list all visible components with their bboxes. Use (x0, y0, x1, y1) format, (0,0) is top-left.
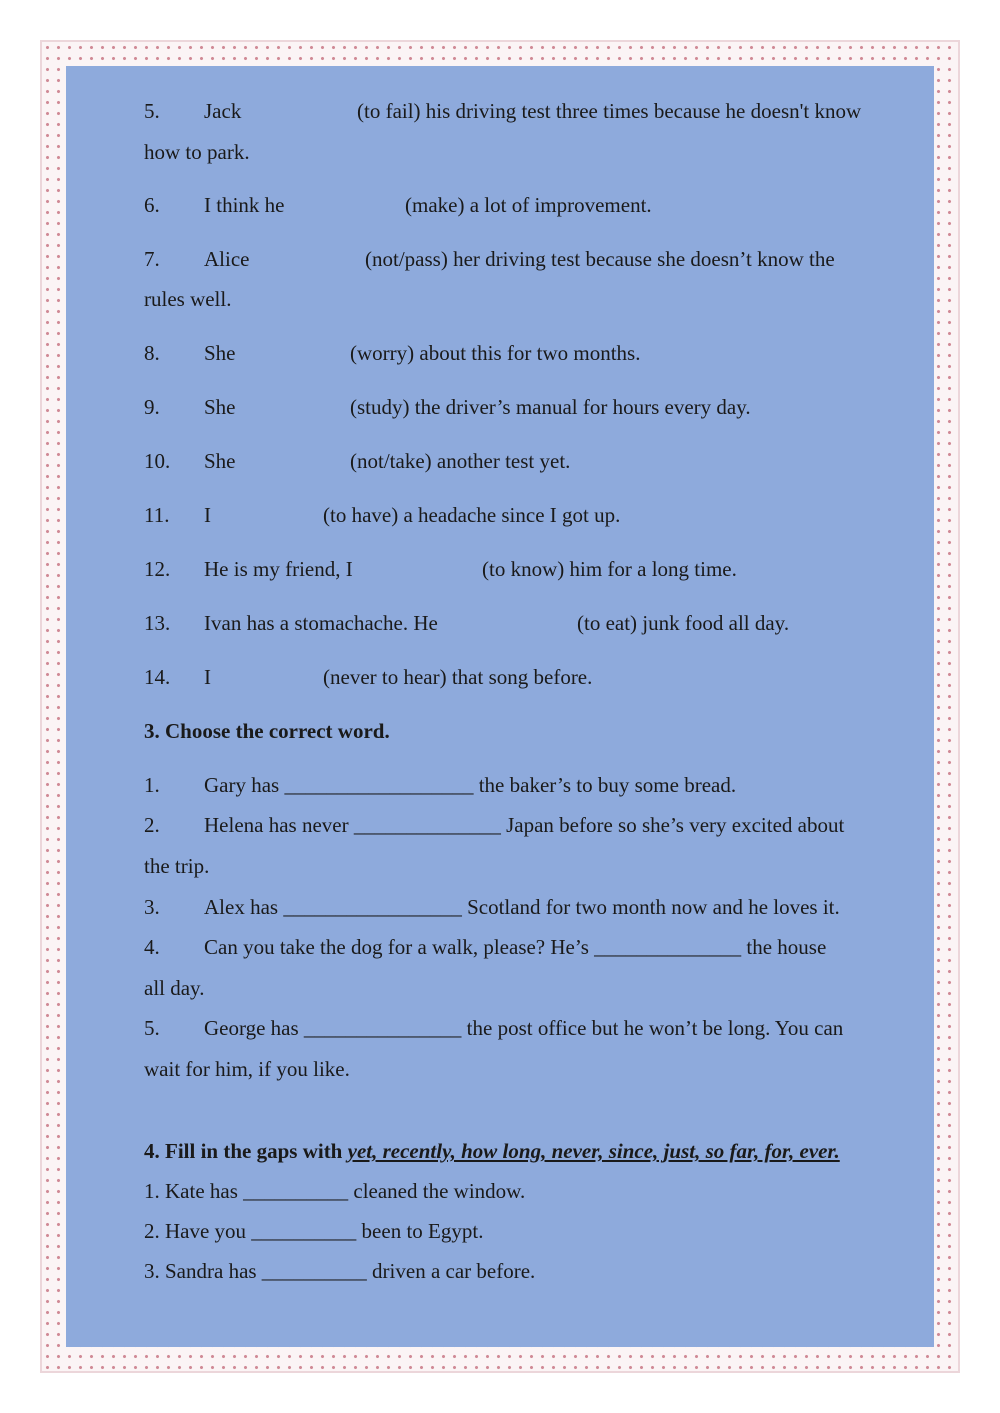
item-text: Helena has never ______________ Japan before so she’s very excited about (204, 813, 845, 837)
item-continuation: all day. (144, 976, 205, 1000)
item-rest: (not/pass) her driving test because she doesn’t know the (365, 247, 835, 271)
worksheet-panel (66, 66, 934, 1347)
gap-item-3: 3. Sandra has __________ driven a car before. (144, 1259, 536, 1283)
word-bank: yet, recently, how long, never, since, just, so far, for, ever. (347, 1139, 840, 1163)
item-number: 6. (144, 193, 160, 217)
item-number: 4. (144, 935, 160, 959)
item-number: 9. (144, 395, 160, 419)
item-rest: (study) the driver’s manual for hours every day. (350, 395, 751, 419)
section-3-heading: 3. Choose the correct word. (144, 719, 390, 743)
item-subject: Ivan has a stomachache. He (204, 611, 438, 635)
item-number: 10. (144, 449, 171, 473)
gap-item-2: 2. Have you __________ been to Egypt. (144, 1219, 484, 1243)
item-number: 8. (144, 341, 160, 365)
item-subject: I (204, 665, 211, 689)
item-continuation: rules well. (144, 287, 232, 311)
item-text: George has _______________ the post office but he won’t be long. You can (204, 1016, 844, 1040)
item-subject: Jack (204, 99, 242, 123)
item-text: Gary has __________________ the baker’s to buy some bread. (204, 773, 737, 797)
item-subject: He is my friend, I (204, 557, 353, 581)
item-subject: She (204, 395, 236, 419)
item-subject: Alice (204, 247, 250, 271)
item-number: 11. (144, 503, 170, 527)
item-rest: (to fail) his driving test three times because he doesn't know (357, 99, 862, 123)
heading-prefix: 4. Fill in the gaps with (144, 1139, 348, 1163)
gap-item-1: 1. Kate has __________ cleaned the window. (144, 1179, 526, 1203)
item-continuation: how to park. (144, 140, 250, 164)
item-number: 1. (144, 773, 160, 797)
item-number: 14. (144, 665, 171, 689)
item-rest: (to know) him for a long time. (482, 557, 737, 581)
item-text: Alex has _________________ Scotland for two month now and he loves it. (204, 895, 840, 919)
item-number: 12. (144, 557, 171, 581)
item-continuation: the trip. (144, 854, 210, 878)
item-rest: (worry) about this for two months. (350, 341, 641, 365)
item-rest: (never to hear) that song before. (323, 665, 593, 689)
item-number: 5. (144, 99, 160, 123)
item-continuation: wait for him, if you like. (144, 1057, 350, 1081)
item-rest: (to have) a headache since I got up. (323, 503, 621, 527)
item-number: 13. (144, 611, 171, 635)
item-number: 5. (144, 1016, 160, 1040)
item-number: 7. (144, 247, 160, 271)
item-rest: (to eat) junk food all day. (577, 611, 790, 635)
item-subject: I think he (204, 193, 285, 217)
page-border (40, 40, 960, 1373)
item-number: 3. (144, 895, 160, 919)
item-text: Can you take the dog for a walk, please? He’s ______________ the house (204, 935, 827, 959)
item-rest: (not/take) another test yet. (350, 449, 571, 473)
item-subject: She (204, 449, 236, 473)
section-4-heading (144, 1139, 840, 1163)
item-subject: She (204, 341, 236, 365)
item-number: 2. (144, 813, 160, 837)
item-rest: (make) a lot of improvement. (405, 193, 652, 217)
item-subject: I (204, 503, 211, 527)
